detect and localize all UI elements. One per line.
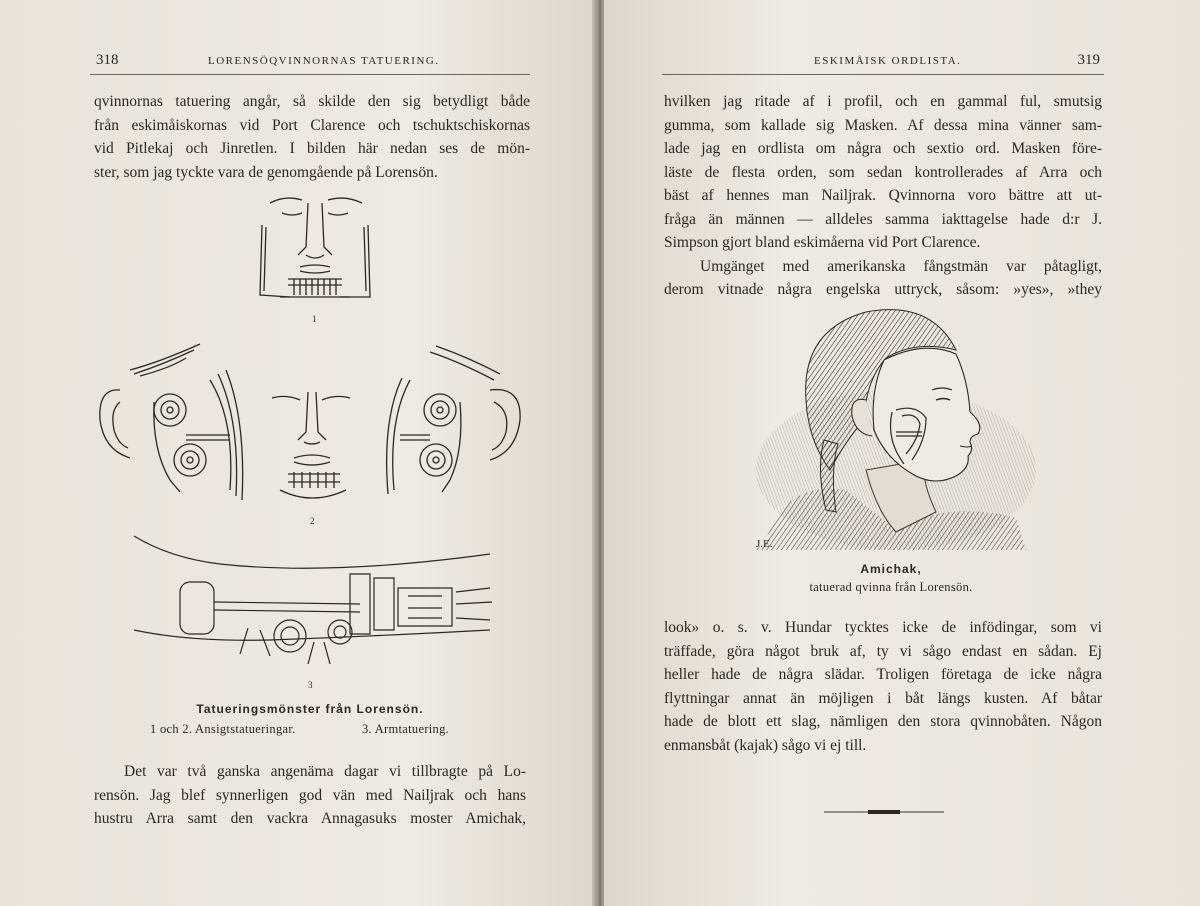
text-line: qvinnornas tatuering angår, så skilde den sig betydligt både (94, 93, 530, 110)
right-paragraph-1 (664, 90, 1102, 302)
figure-number-2: 2 (310, 516, 315, 526)
text-line: rensön. Jag blef synnerligen god vän med Nailjrak och hans (94, 786, 526, 804)
right-page-number: 319 (1077, 52, 1100, 68)
face-tattoo-figure-1 (240, 185, 390, 310)
text-line: heller hade de några slädar. Troligen företaga de icke några (664, 666, 1102, 683)
text-line: ster, som jag tyckte vara de genomgående på Lorensön. (94, 163, 438, 181)
left-page (0, 0, 596, 906)
text-line: läste de flesta orden, som sedan kontrollerades af Arra och (664, 163, 1102, 181)
right-page (604, 0, 1200, 906)
portrait-caption-sub: tatuerad qvinna från Lorensön. (809, 580, 973, 594)
figure-caption-title: Tatueringsmönster från Lorensön. (196, 702, 424, 716)
engraver-signature: J.E. (756, 538, 773, 550)
figure-caption-part-2: 3. Armtatuering. (362, 722, 450, 736)
right-running-head (662, 52, 1104, 75)
right-running-title: ESKIMÅISK ORDLISTA. (814, 55, 962, 67)
arm-tattoo-figure-3 (130, 530, 500, 680)
text-line: flyttningar annat än möjligen i båt längs kusten. Af båtar (664, 689, 1102, 707)
text-line: lade jag en ordlista om några och sextio ord. Masken före- (664, 140, 1102, 157)
text-line: hvilken jag ritade af i profil, och en gammal ful, smutsig (664, 93, 1102, 110)
text-line: Det var två ganska angenäma dagar vi tillbragte på Lo- (124, 763, 526, 780)
text-line: bäst af hennes man Nailjrak. Qvinnorna voro bättre att ut- (664, 187, 1102, 204)
text-line: Simpson gjort bland eskimåerna vid Port Clarence. (664, 234, 981, 251)
text-line: vid Pitlekaj och Jinretlen. I bilden här nedan ses de mön- (94, 140, 530, 157)
left-page-number: 318 (96, 52, 119, 68)
left-running-head (90, 52, 530, 75)
figure-number-1: 1 (312, 314, 317, 324)
text-line: fråga än männen — alldeles samma iakttagelse hade d:r J. (664, 210, 1102, 228)
text-line: enmansbåt (kajak) sågo vi ej till. (664, 736, 867, 754)
left-paragraph-1 (94, 90, 530, 184)
amichak-portrait-engraving (746, 300, 1036, 556)
text-line: hustru Arra samt den vackra Annagasuks moster Amichak, (94, 810, 526, 827)
right-paragraph-3 (664, 616, 1102, 757)
text-line: från eskimåiskornas vid Port Clarence och tschuktschiskornas (94, 116, 530, 134)
face-tattoo-figure-2 (90, 340, 530, 510)
text-line: gumma, som kallade sig Masken. Af dessa mina vänner sam- (664, 116, 1102, 134)
left-running-title: LORENSÖQVINNORNAS TATUERING. (208, 55, 440, 67)
text-line: look» o. s. v. Hundar tycktes icke de infödingar, som vi (664, 619, 1102, 636)
end-ornament-rule (824, 808, 944, 816)
portrait-caption-title: Amichak, (860, 562, 922, 576)
figure-number-3: 3 (308, 680, 313, 690)
text-line: Umgänget med amerikanska fångstmän var påtagligt, (700, 257, 1102, 275)
figure-caption-part-1: 1 och 2. Ansigtstatueringar. (150, 722, 296, 736)
left-paragraph-2 (94, 760, 526, 831)
text-line: träffade, göra något bruk af, ty vi sågo endast en sådan. Ej (664, 642, 1102, 660)
text-line: derom vitnade några engelska uttryck, såsom: »yes», »they (664, 281, 1102, 298)
text-line: hade de blott ett slag, nämligen den stora qvinnobåten. Någon (664, 713, 1102, 730)
